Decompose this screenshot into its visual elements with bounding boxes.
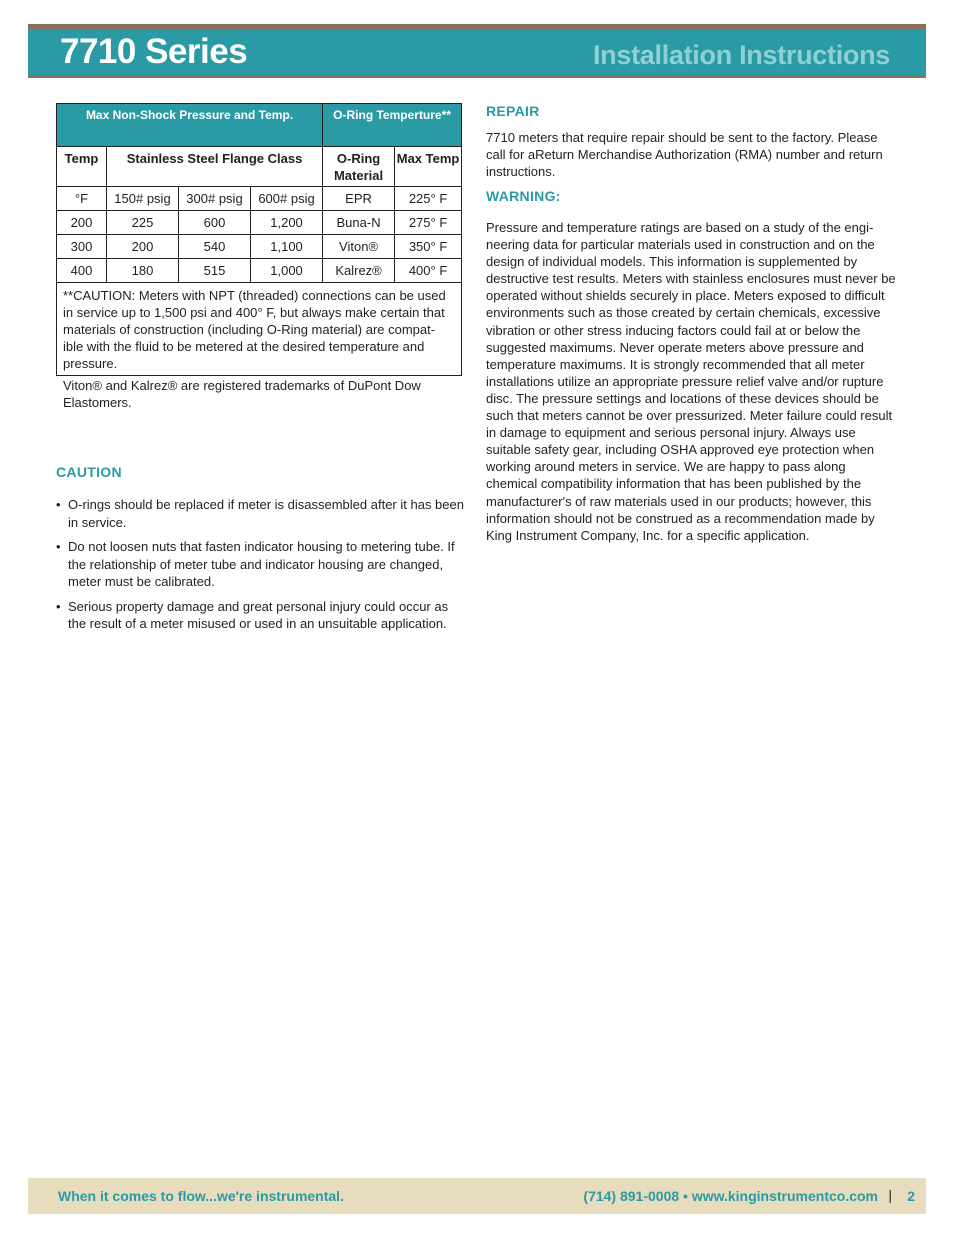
table-cell: Kalrez® [323, 259, 395, 283]
col-header-temp: Temp [57, 147, 107, 187]
table-cell: °F [57, 187, 107, 211]
table-cell: 300# psig [179, 187, 251, 211]
header-bar [28, 24, 926, 78]
list-item [56, 598, 468, 633]
list-item [56, 496, 468, 531]
table-cell: 1,000 [251, 259, 323, 283]
table-caution-note: **CAUTION: Meters with NPT (threaded) connections can be used in service up to 1,500 psi and 400° F, but always make certain that materials of construction (including O-Ring material) are compat-ible with the fluid to be metered at the desired temperature and pressure. [57, 283, 462, 376]
bullet-icon: • [56, 598, 61, 614]
footer-bar [28, 1178, 926, 1214]
table-cell: 275° F [395, 211, 462, 235]
repair-heading: REPAIR [486, 103, 540, 119]
table-cell: 540 [179, 235, 251, 259]
warning-heading: WARNING: [486, 188, 561, 204]
table-cell: 200 [57, 211, 107, 235]
table-cell: 150# psig [107, 187, 179, 211]
table-cell: Viton® [323, 235, 395, 259]
table-row [57, 259, 462, 283]
table-cell: 1,100 [251, 235, 323, 259]
table-cell: 180 [107, 259, 179, 283]
list-item [56, 538, 468, 591]
table-row [57, 211, 462, 235]
table-cell: 400 [57, 259, 107, 283]
pressure-temperature-table [56, 103, 462, 376]
table-cell: Buna-N [323, 211, 395, 235]
table-cell: 200 [107, 235, 179, 259]
table-group-header-pressure: Max Non-Shock Pressure and Temp. [57, 104, 323, 147]
footer-contact: (714) 891-0008 • www.kinginstrumentco.com [583, 1188, 878, 1204]
table-row [57, 235, 462, 259]
table-cell: 600 [179, 211, 251, 235]
col-header-max-temp: Max Temp [395, 147, 462, 187]
table-cell: 400° F [395, 259, 462, 283]
col-header-flange-class: Stainless Steel Flange Class [107, 147, 323, 187]
footer-tagline: When it comes to flow...we're instrumental. [58, 1188, 344, 1204]
table-row [57, 187, 462, 211]
caution-list [56, 496, 468, 640]
caution-item-text: Do not loosen nuts that fasten indicator housing to metering tube. If the relationship of meter tube and indicator housing are changed, meter must be calibrated. [68, 539, 455, 589]
table-group-header-oring: O-Ring Temperture** [323, 104, 462, 147]
table-cell: 515 [179, 259, 251, 283]
caution-heading: CAUTION [56, 464, 122, 480]
table-cell: 300 [57, 235, 107, 259]
table-cell: 1,200 [251, 211, 323, 235]
warning-text: Pressure and temperature ratings are based on a study of the engi-neering data for particular materials used in construction and on the design of individual models. This information is supplemented by destructive test results. Meters with stainless enclosures must never be operated without shields securely in place. Meters exposed to difficult environments such as those created by certain chemicals, excessive vibration or other stress inducing factors could fail at or below the suggested maximums. Never operate meters above pressure and temperature maximums. It is strongly recommended that all meter installations utilize an appropriate pressure relief valve and/or rupture disc. The pressure settings and locations of these devices should be such that meters cannot be over pressurized. Meter failure could result in damage to equipment and serious personal injury. Always use suitable safety gear, including OSHA approved eye protection when working around meters in service. We are happy to pass along chemical compatibility information that has been published by the manufacturer's of raw materials used in our products; however, this information should not be construed as a recommendation made by King Instrument Company, Inc. for a specific application. [486, 220, 896, 543]
page-number: 2 [907, 1188, 915, 1204]
table-cell: 350° F [395, 235, 462, 259]
bullet-icon: • [56, 497, 61, 512]
caution-item-text: O-rings should be replaced if meter is disassembled after it has been in service. [68, 497, 464, 530]
table-cell: 225 [107, 211, 179, 235]
table-cell: 600# psig [251, 187, 323, 211]
repair-text: 7710 meters that require repair should be sent to the factory. Please call for aReturn Merchandise Authorization (RMA) number and return instructions. [486, 130, 883, 180]
caution-item-text: Serious property damage and great personal injury could occur as the result of a meter misused or used in an unsuitable application. [68, 598, 449, 631]
table-cell: 225° F [395, 187, 462, 211]
table-cell: EPR [323, 187, 395, 211]
bullet-icon: • [56, 539, 61, 554]
footer-separator: | [888, 1187, 892, 1203]
trademark-note: Viton® and Kalrez® are registered trademarks of DuPont Dow Elastomers. [63, 378, 421, 410]
col-header-oring-material: O-Ring Material [323, 147, 395, 187]
document-title: Installation Instructions [592, 40, 890, 70]
series-title: 7710 Series [60, 32, 248, 71]
